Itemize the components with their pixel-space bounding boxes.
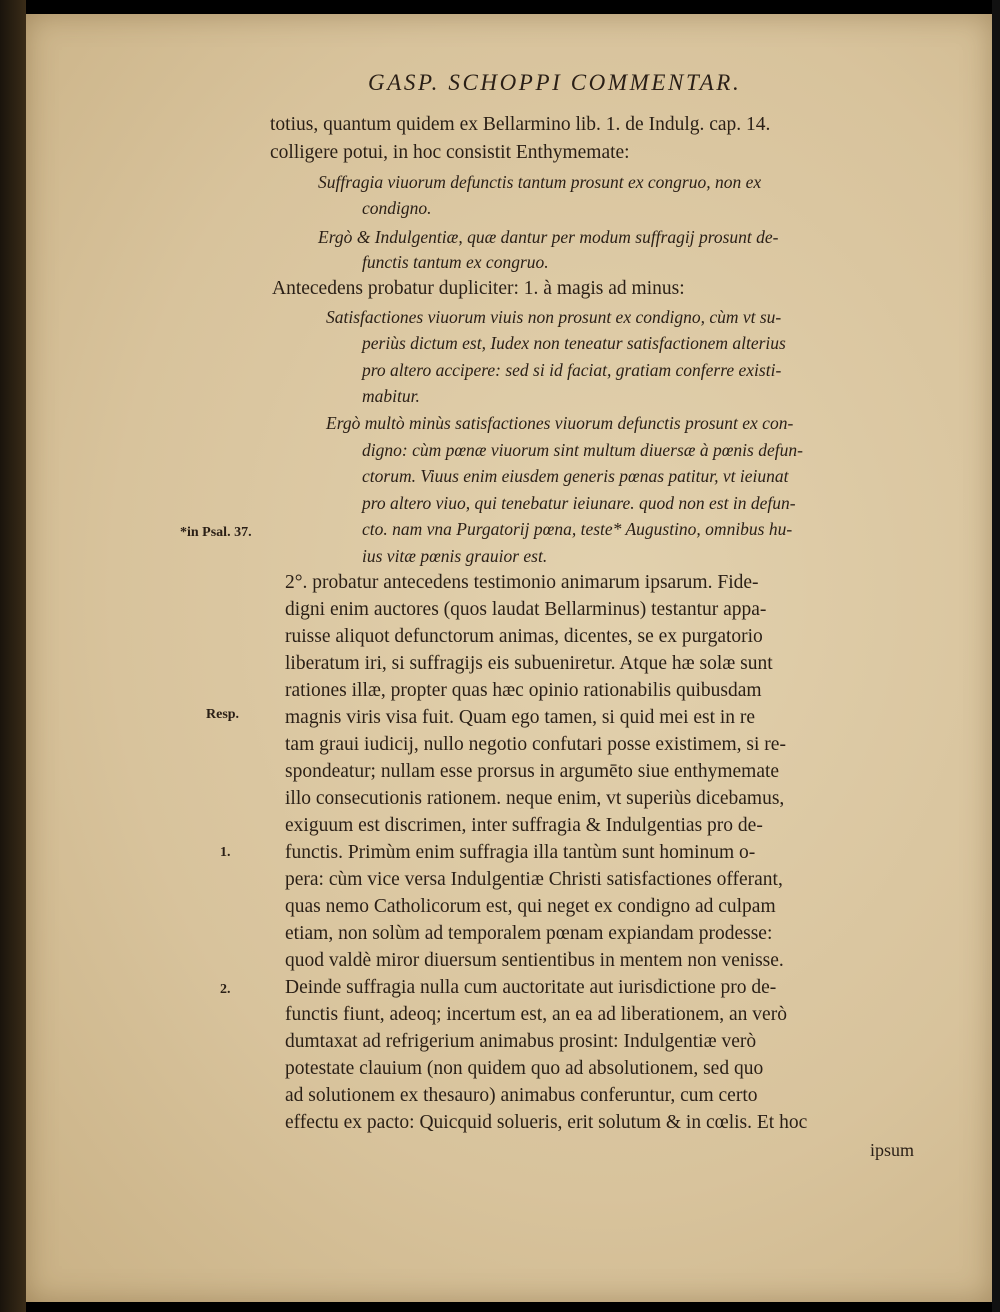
text-line: functis tantum ex congruo. <box>362 252 549 272</box>
text-line: ctorum. Viuus enim eiusdem generis pœnas patitur, vt ieiunat <box>362 466 789 486</box>
running-header: GASP. SCHOPPI COMMENTAR. <box>368 70 742 95</box>
text-line: exiguum est discrimen, inter suffragia & Indulgentias pro de- <box>285 815 763 836</box>
text-line: quas nemo Catholicorum est, qui neget ex condigno ad culpam <box>285 896 776 917</box>
text-line: quod valdè miror diuersum sentientibus in mentem non venisse. <box>285 950 784 971</box>
text-line: functis. Primùm enim suffragia illa tantùm sunt hominum o- <box>285 842 756 863</box>
margin-note: Resp. <box>206 707 240 722</box>
text-line: pera: cùm vice versa Indulgentiæ Christi satisfactiones offerant, <box>285 869 783 890</box>
text-line: condigno. <box>362 198 432 218</box>
margin-note: 2. <box>220 982 231 997</box>
text-line: Ergò & Indulgentiæ, quæ dantur per modum suffragij prosunt de- <box>318 227 779 247</box>
text-line: pro altero accipere: sed si id faciat, gratiam conferre existi- <box>362 360 782 380</box>
book-spine <box>0 0 26 1312</box>
text-line: mabitur. <box>362 386 420 406</box>
text-line: rationes illæ, propter quas hæc opinio rationabilis quibusdam <box>285 680 762 701</box>
text-line: periùs dictum est, Iudex non teneatur satisfactionem alterius <box>362 333 786 353</box>
text-line: spondeatur; nullam esse prorsus in argumēto siue enthymemate <box>285 761 780 782</box>
text-line: pro altero viuo, qui tenebatur ieiunare. quod non est in defun- <box>362 493 796 513</box>
text-line: ius vitæ pœnis grauior est. <box>362 546 548 566</box>
text-line: digni enim auctores (quos laudat Bellarminus) testantur appa- <box>285 599 767 620</box>
text-line: effectu ex pacto: Quicquid solueris, erit solutum & in cœlis. Et hoc <box>285 1112 808 1133</box>
catchword: ipsum <box>870 1140 915 1160</box>
text-line: Antecedens probatur dupliciter: 1. à magis ad minus: <box>272 278 685 299</box>
text-line: Satisfactiones viuorum viuis non prosunt ex condigno, cùm vt su- <box>326 307 782 327</box>
text-line: liberatum iri, si suffragijs eis subueniretur. Atque hæ solæ sunt <box>285 653 773 674</box>
text-line: tam graui iudicij, nullo negotio confutari posse existimem, si re- <box>285 734 786 755</box>
text-line: cto. nam vna Purgatorij pœna, teste* Augustino, omnibus hu- <box>362 519 793 539</box>
text-line: 2°. probatur antecedens testimonio animarum ipsarum. Fide- <box>285 572 759 593</box>
text-line: Ergò multò minùs satisfactiones viuorum defunctis prosunt ex con- <box>326 413 794 433</box>
text-line: digno: cùm pœnæ viuorum sint multum diuersæ à pœnis defun- <box>362 440 803 460</box>
text-line: illo consecutionis rationem. neque enim, vt superiùs dicebamus, <box>285 788 785 809</box>
text-line: magnis viris visa fuit. Quam ego tamen, si quid mei est in re <box>285 707 756 728</box>
text-line: dumtaxat ad refrigerium animabus prosint: Indulgentiæ verò <box>285 1031 757 1052</box>
text-line: potestate clauium (non quidem quo ad absolutionem, sed quo <box>285 1058 764 1079</box>
text-line: Suffragia viuorum defunctis tantum prosunt ex congruo, non ex <box>318 172 762 192</box>
page-edge <box>992 0 1000 1312</box>
text-line: totius, quantum quidem ex Bellarmino lib. 1. de Indulg. cap. 14. <box>270 114 771 135</box>
text-line: ad solutionem ex thesauro) animabus conferuntur, cum certo <box>285 1085 758 1106</box>
text-line: functis fiunt, adeoq; incertum est, an ea ad liberationem, an verò <box>285 1004 787 1025</box>
margin-note: 1. <box>220 845 231 860</box>
text-line: colligere potui, in hoc consistit Enthymemate: <box>270 142 630 163</box>
margin-note: *in Psal. 37. <box>180 525 252 540</box>
text-line: Deinde suffragia nulla cum auctoritate aut iurisdictione pro de- <box>285 977 777 998</box>
text-line: ruisse aliquot defunctorum animas, dicentes, se ex purgatorio <box>285 626 763 647</box>
text-line: etiam, non solùm ad temporalem pœnam expiandam prodesse: <box>285 923 773 944</box>
